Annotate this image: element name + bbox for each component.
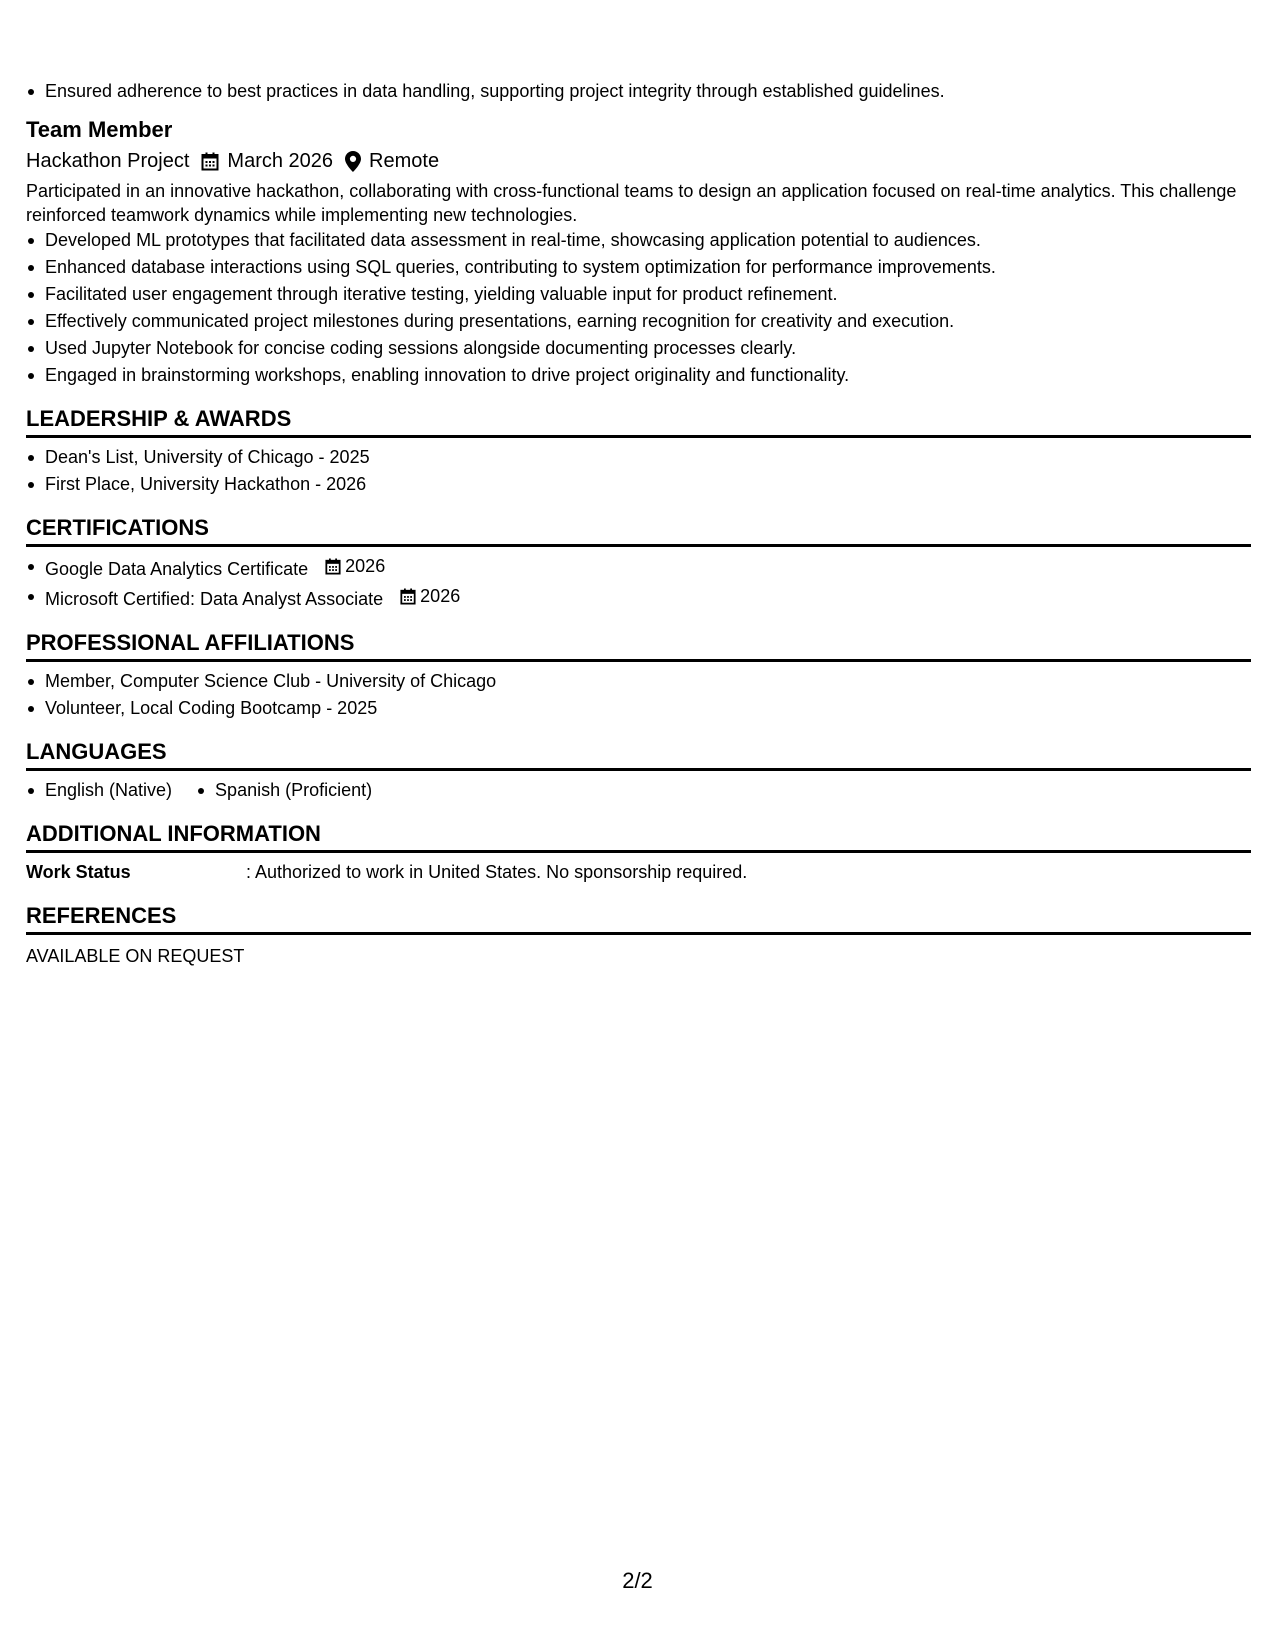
section-heading-additional-information: ADDITIONAL INFORMATION (26, 820, 1251, 853)
work-status-label: Work Status (26, 862, 131, 882)
list-item: Volunteer, Local Coding Bootcamp - 2025 (26, 695, 1251, 722)
work-status-row (26, 859, 1251, 886)
role-title: Team Member (26, 117, 173, 142)
previous-role-bullets (26, 78, 1251, 105)
list-item: First Place, University Hackathon - 2026 (26, 471, 1251, 498)
list-item: Developed ML prototypes that facilitated data assessment in real-time, showcasing application potential to audiences. (26, 227, 1251, 254)
list-item: Effectively communicated project milestones during presentations, earning recognition for creativity and execution. (26, 308, 1251, 335)
list-item: English (Native) (26, 777, 172, 804)
list-item (26, 583, 1251, 613)
languages-list (26, 777, 1251, 804)
references-text: AVAILABLE ON REQUEST (26, 946, 245, 966)
work-status-value: : Authorized to work in United States. No sponsorship required. (246, 862, 748, 882)
certification-name: Microsoft Certified: Data Analyst Associate (45, 589, 384, 609)
list-item: Ensured adherence to best practices in data handling, supporting project integrity through established guidelines. (26, 78, 1251, 105)
role-bullets (26, 227, 1251, 389)
list-item: Enhanced database interactions using SQL queries, contributing to system optimization for performance improvements. (26, 254, 1251, 281)
role-location: Remote (369, 150, 440, 172)
certification-name: Google Data Analytics Certificate (45, 559, 309, 579)
certification-year: 2026 (345, 556, 386, 576)
role-meta (26, 145, 1251, 177)
map-pin-icon (345, 151, 361, 172)
certification-year: 2026 (420, 586, 461, 606)
calendar-icon (400, 588, 416, 605)
calendar-icon (201, 152, 219, 171)
section-heading-languages: LANGUAGES (26, 738, 1251, 771)
list-item: Member, Computer Science Club - University of Chicago (26, 668, 1251, 695)
organization-name: Hackathon Project (26, 150, 190, 172)
section-heading-certifications: CERTIFICATIONS (26, 514, 1251, 547)
section-heading-leadership: LEADERSHIP & AWARDS (26, 405, 1251, 438)
list-item: Dean's List, University of Chicago - 2025 (26, 444, 1251, 471)
role-description: Participated in an innovative hackathon, collaborating with cross-functional teams to design an application focused on real-time analytics. This challenge reinforced teamwork dynamics while implementing new technologies. (26, 181, 1237, 225)
list-item: Spanish (Proficient) (196, 777, 372, 804)
list-item: Used Jupyter Notebook for concise coding sessions alongside documenting processes clearly. (26, 335, 1251, 362)
resume-page (26, 78, 1251, 970)
section-heading-references: REFERENCES (26, 902, 1251, 935)
leadership-list (26, 444, 1251, 498)
page-number: 2/2 (622, 1568, 653, 1593)
list-item: Engaged in brainstorming workshops, enabling innovation to drive project originality and functionality. (26, 362, 1251, 389)
certifications-list (26, 553, 1251, 613)
list-item: Facilitated user engagement through iterative testing, yielding valuable input for product refinement. (26, 281, 1251, 308)
affiliations-list (26, 668, 1251, 722)
role-date: March 2026 (227, 150, 334, 172)
calendar-icon (325, 558, 341, 575)
section-heading-affiliations: PROFESSIONAL AFFILIATIONS (26, 629, 1251, 662)
experience-entry (26, 115, 1251, 389)
list-item (26, 553, 1251, 583)
